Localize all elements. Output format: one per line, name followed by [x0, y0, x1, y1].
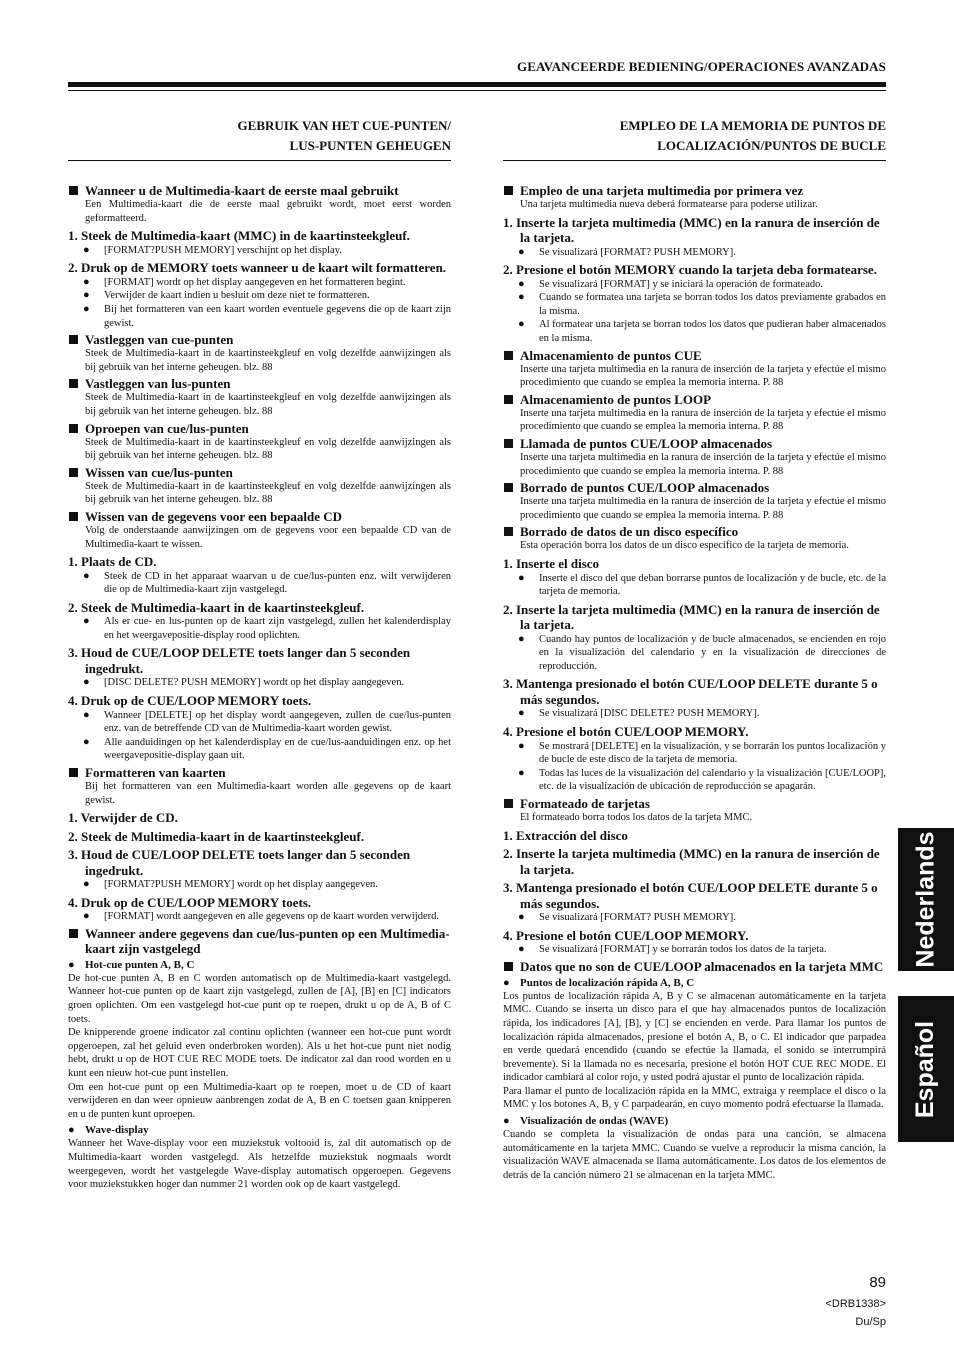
section-heading: Formateado de tarjetas: [503, 796, 886, 811]
section-text: Een Multimedia-kaart die de eerste maal gebruikt wordt, moet eerst worden geformatteerd.: [85, 199, 451, 224]
paragraph: Om een hot-cue punt op een Multimedia-kaart op te roepen, moet u de CD of kaart verwijderen en dan weer opnieuw aanbrengen zodat de A, B en C toetsen gaan knipperen en u de punten kunt oproepen.: [68, 1081, 451, 1120]
bullet: ● Se visualizará [FORMAT? PUSH MEMORY].: [503, 911, 886, 925]
bullet: ● [DISC DELETE? PUSH MEMORY] wordt op het display aangegeven.: [68, 676, 451, 690]
bullet-heading: ● Visualización de ondas (WAVE): [503, 1114, 886, 1128]
section-heading: Borrado de datos de un disco específico: [503, 524, 886, 539]
section-text: Inserte una tarjeta multimedia en la ranura de inserción de la tarjeta y efectúe el mismo procedimiento que cuando se emplea la memoria interna. P. 88: [520, 496, 886, 521]
bullet: ● Als er cue- en lus-punten op de kaart zijn vastgelegd, zullen het kalenderdisplay en het weergavepositie-display rood oplichten.: [68, 615, 451, 642]
bullet-heading: ● Wave-display: [68, 1123, 451, 1137]
section-text: Steek de Multimedia-kaart in de kaartinsteekgleuf en volg dezelfde aanwijzingen als bij gebruik van het interne geheugen. blz. 88: [85, 436, 451, 462]
section-text: Inserte una tarjeta multimedia en la ranura de inserción de la tarjeta y efectúe el mismo procedimiento que cuando se emplea la memoria interna. P. 88: [520, 407, 886, 433]
page-header: GEAVANCEERDE BEDIENING/OPERACIONES AVANZADAS: [517, 59, 886, 74]
column-dutch: [68, 116, 451, 1192]
paragraph: De knipperende groene indicator zal continu oplichten (wanneer een hot-cue punt wordt opgeroepen, zal het geluid even onderbroken worden). Als u het hot-cue punt niet nodig hebt, drukt u op de HOT CUE REC MODE toets. De indicator zal dan rood worden en u kunt een nieuw hot-cue punt instellen.: [68, 1027, 451, 1079]
bullet: ● Al formatear una tarjeta se borran todos los datos que pudieran haber almacenados en la misma.: [503, 318, 886, 345]
step: 4. Druk op de CUE/LOOP MEMORY toets.: [68, 894, 312, 910]
section-text: Una tarjeta multimedia nueva deberá formatearse para poderse utilizar.: [520, 199, 818, 210]
section-body-spanish: [503, 183, 886, 1182]
step: 1. Inserte el disco: [503, 556, 600, 571]
section-heading: Borrado de puntos CUE/LOOP almacenados: [503, 480, 886, 495]
step: 3. Mantenga presionado el botón CUE/LOOP DELETE durante 5 o más segundos.: [503, 880, 878, 911]
step: 2. Inserte la tarjeta multimedia (MMC) en la ranura de inserción de la tarjeta.: [503, 846, 880, 877]
bullet: ● [FORMAT?PUSH MEMORY] verschijnt op het display.: [68, 244, 451, 258]
section-text: Steek de Multimedia-kaart in de kaartinsteekgleuf en volg dezelfde aanwijzingen als bij gebruik van het interne geheugen. blz. 88: [85, 348, 451, 373]
bullet: ● Se visualizará [FORMAT] y se iniciará la operación de formateado.: [503, 278, 886, 292]
section-text: El formateado borra todos los datos de la tarjeta MMC.: [520, 811, 753, 823]
bullet: ● Verwijder de kaart indien u besluit om deze niet te formatteren.: [68, 289, 451, 303]
section-heading: Formatteren van kaarten: [68, 765, 451, 780]
section-heading: Empleo de una tarjeta multimedia por primera vez: [503, 183, 886, 198]
section-heading: Wanneer u de Multimedia-kaart de eerste maal gebruikt: [68, 183, 451, 198]
header-rule-thin: [68, 90, 886, 91]
bullet: ● Cuando hay puntos de localización y de bucle almacenados, se encienden en rojo en la visualización del calendario y en la visualización de direcciones de reproducción.: [503, 633, 886, 674]
section-heading: Vastleggen van cue-punten: [68, 332, 451, 347]
section-text: Inserte una tarjeta multimedia en la ranura de inserción de la tarjeta y efectúe el mismo procedimiento que cuando se emplea la memoria interna. P. 88: [520, 363, 886, 389]
bullet: ● Se visualizará [FORMAT? PUSH MEMORY].: [503, 246, 886, 260]
bullet: ● [FORMAT?PUSH MEMORY] wordt op het display aangegeven.: [68, 878, 451, 892]
paragraph: Wanneer het Wave-display voor een muziekstuk voltooid is, zal dit automatisch op de Multimedia-kaart worden vastgelegd. Als hetzelfde muziekstuk nogmaals wordt weergegeven, wordt het vastgelegde Wave-display automatisch opgeroepen. Gegevens voor muziekstukken hoger dan nummer 21 worden ook op de kaart vastgelegd.: [68, 1138, 451, 1191]
step: 4. Druk op de CUE/LOOP MEMORY toets.: [68, 693, 312, 709]
bullet: ● Inserte el disco del que deban borrarse puntos de localización y de bucle, etc. de la tarjeta de memoria.: [503, 572, 886, 599]
column-spanish: [503, 116, 886, 1182]
bullet: ● Todas las luces de la visualización del calendario y la visualización [CUE/LOOP], etc. de la visualización de ubicación de reproducción se apagarán.: [503, 767, 886, 794]
bullet: ● Wanneer [DELETE] op het display wordt aangegeven, zullen de cue/lus-punten enz. van de betreffende CD van de Multimedia-kaart worden gewist.: [68, 709, 451, 736]
section-text: Steek de Multimedia-kaart in de kaartinsteekgleuf en volg dezelfde aanwijzingen als bij gebruik van het interne geheugen. blz. 88: [85, 392, 451, 417]
bullet: ● Steek de CD in het apparaat waarvan u de cue/lus-punten enz. wilt verwijderen die op de Multimedia-kaart zijn vastgelegd.: [68, 570, 451, 597]
step: 2. Presione el botón MEMORY cuando la tarjeta deba formatearse.: [503, 262, 877, 278]
step: 2. Druk op de MEMORY toets wanneer u de kaart wilt formatteren.: [68, 260, 447, 276]
bullet-heading: ● Puntos de localización rápida A, B, C: [503, 976, 886, 990]
section-text: Steek de Multimedia-kaart in de kaartinsteekgleuf en volg dezelfde aanwijzingen als bij gebruik van het interne geheugen. blz. 88: [85, 480, 451, 506]
section-body-dutch: [68, 183, 451, 1192]
page-number: 89: [869, 1274, 886, 1291]
bullet: ● [FORMAT] wordt aangegeven en alle gegevens op de kaart worden verwijderd.: [68, 910, 451, 924]
bullet-heading: ● Hot-cue punten A, B, C: [68, 958, 451, 972]
bullet: ● [FORMAT] wordt op het display aangegeven en het formatteren begint.: [68, 276, 451, 290]
section-heading: Wanneer andere gegevens dan cue/lus-punten op een Multimedia-kaart zijn vastgelegd: [68, 926, 451, 956]
header-rule-thick: [68, 82, 886, 87]
step: 1. Verwijder de CD.: [68, 810, 178, 826]
step: 2. Inserte la tarjeta multimedia (MMC) en la ranura de inserción de la tarjeta.: [503, 601, 880, 633]
section-heading: Datos que no son de CUE/LOOP almacenados en la tarjeta MMC: [503, 959, 886, 974]
paragraph: Cuando se completa la visualización de ondas para una canción, se almacena automáticamente en la tarjeta MMC. Cuando se vuelve a reproducir la misma canción, la visualización WAVE almacenada se llama automáticamente. Los datos de los elementos de detrás de la canción número 21 se almacenan en la tarjeta MMC.: [503, 1129, 886, 1181]
paragraph: De hot-cue punten A, B en C worden automatisch op de Multimedia-kaart vastgelegd. Wanneer hot-cue punten op de kaart zijn vastgelegd, zullen de [A], [B] en [C] indicators groen oplichten. Om een vastgelegd hot-cue punt op te roepen, drukt u op de A, B of C toets.: [68, 972, 451, 1025]
language-tab-espanol: Español: [898, 996, 954, 1142]
document-code: <DRB1338>: [825, 1298, 886, 1310]
section-heading: Vastleggen van lus-punten: [68, 376, 451, 391]
bullet: ● Cuando se formatea una tarjeta se borran todos los datos previamente grabados en la misma.: [503, 291, 886, 318]
section-heading: Almacenamiento de puntos CUE: [503, 348, 886, 363]
step: 1. Plaats de CD.: [68, 554, 157, 570]
step: 3. Houd de CUE/LOOP DELETE toets langer dan 5 seconden ingedrukt.: [68, 645, 411, 676]
bullet: ● Bij het formatteren van een kaart worden eventuele gegevens die op de kaart zijn gewist.: [68, 303, 451, 330]
section-heading: Oproepen van cue/lus-punten: [68, 421, 451, 436]
step: 1. Extracción del disco: [503, 827, 628, 843]
step: 4. Presione el botón CUE/LOOP MEMORY.: [503, 724, 749, 740]
paragraph: Para llamar el punto de localización rápida en la MMC, extraiga y reemplace el disco o la MMC y los botones A, B, y C parpadearán, en cuyo momento podrá efectuarse la llamada.: [503, 1085, 886, 1111]
step: 2. Steek de Multimedia-kaart in de kaartinsteekgleuf.: [68, 828, 365, 844]
step: 1. Steek de Multimedia-kaart (MMC) in de kaartinsteekgleuf.: [68, 228, 410, 244]
language-code: Du/Sp: [855, 1316, 886, 1328]
step: 2. Steek de Multimedia-kaart in de kaartinsteekgleuf.: [68, 599, 365, 615]
section-text: Volg de onderstaande aanwijzingen om de gegevens voor een bepaalde CD van de Multimedia-kaart te wissen.: [85, 524, 451, 550]
section-heading: Wissen van cue/lus-punten: [68, 465, 451, 480]
section-text: Esta operación borra los datos de un disco específico de la tarjeta de memoria.: [520, 540, 849, 552]
step: 4. Presione el botón CUE/LOOP MEMORY.: [503, 927, 749, 943]
section-heading: Llamada de puntos CUE/LOOP almacenados: [503, 436, 886, 451]
section-title-dutch: GEBRUIK VAN HET CUE-PUNTEN/ LUS-PUNTEN GEHEUGEN: [68, 116, 451, 161]
section-heading: Wissen van de gegevens voor een bepaalde CD: [68, 509, 451, 524]
section-heading: Almacenamiento de puntos LOOP: [503, 392, 886, 407]
bullet: ● Se visualizará [DISC DELETE? PUSH MEMORY].: [503, 707, 886, 721]
paragraph: Los puntos de localización rápida A, B y C se almacenan automáticamente en la tarjeta MMC. Cuando se inserta un disco para el que hay almacenados puntos de localización rápida, los indicadores [A], [B], y [C] se encienden en verde. Para llamar los puntos de localización rápida almacenados, presione el botón A, B, o C. El indicador que parpadea en verde quedará encendido (cuando se efectúe la llamada, el sonido se interrumpirá brevemente). Si la llamada no es necesaria, presione el botón HOT CUE REC MODE. El indicador cambiará al color rojo, y usted podrá ajustar el punto de localización rápida.: [503, 990, 886, 1084]
section-text: Inserte una tarjeta multimedia en la ranura de inserción de la tarjeta y efectúe el mismo procedimiento que cuando se emplea la memoria interna. P. 88: [520, 452, 886, 477]
section-text: Bij het formatteren van een Multimedia-kaart worden alle gegevens op de kaart gewist.: [85, 780, 451, 806]
step: 3. Mantenga presionado el botón CUE/LOOP DELETE durante 5 o más segundos.: [503, 676, 878, 707]
bullet: ● Alle aanduidingen op het kalenderdisplay en de cue/lus-aanduidingen enz. op het weergavepositie-display gaan uit.: [68, 736, 451, 763]
step: 3. Houd de CUE/LOOP DELETE toets langer dan 5 seconden ingedrukt.: [68, 847, 411, 878]
section-title-spanish: EMPLEO DE LA MEMORIA DE PUNTOS DE LOCALIZACIÓN/PUNTOS DE BUCLE: [503, 116, 886, 161]
bullet: ● Se visualizará [FORMAT] y se borrarán todos los datos de la tarjeta.: [503, 943, 886, 957]
language-tab-nederlands: Nederlands: [898, 828, 954, 971]
step: 1. Inserte la tarjeta multimedia (MMC) en la ranura de inserción de la tarjeta.: [503, 214, 880, 246]
bullet: ● Se mostrará [DELETE] en la visualización, y se borrarán los puntos localización y de bucle de este disco de la tarjeta de memoria.: [503, 740, 886, 767]
